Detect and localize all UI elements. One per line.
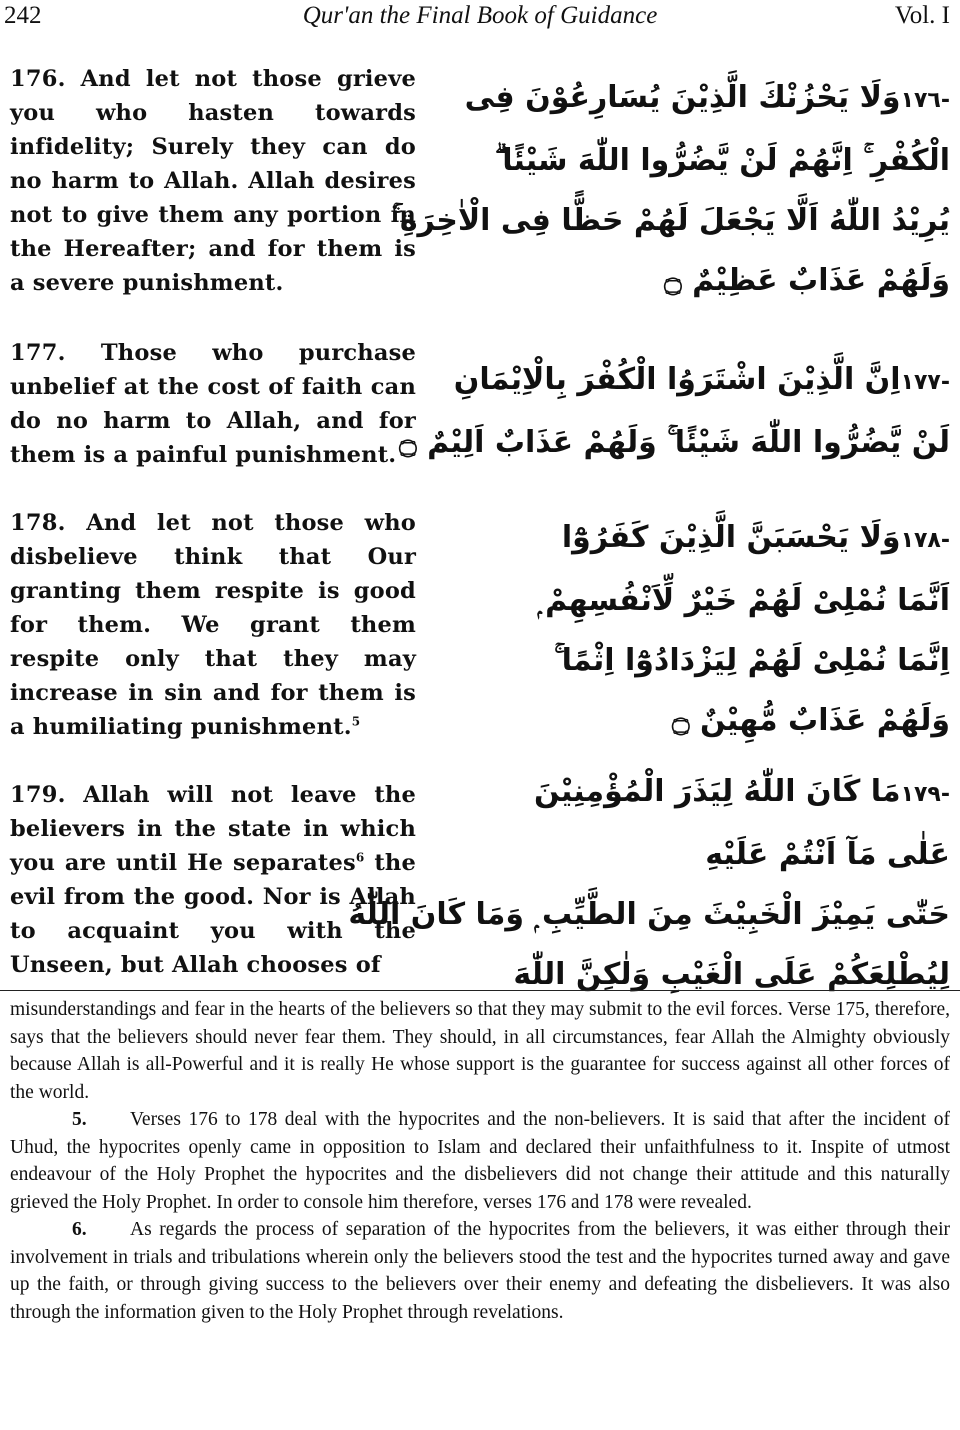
verse-number-arabic: -١٧٧ — [900, 370, 950, 395]
verse-number-arabic: -١٧٩ — [900, 782, 950, 807]
arabic-line: اِنَّمَا نُمْلِىْ لَهُمْ لِيَزْدَادُوْٓا اِثْمًا ۚ — [554, 643, 950, 678]
verse-178-translation: 178. And let not those who disbelieve think that Our granting them respite is good for them. We grant them respite only that they may increase in sin and for them is a humiliating punishment.$^5$ — [10, 510, 416, 740]
verse-176-arabic — [392, 68, 950, 311]
verse-176-translation: 176. And let not those grieve you who hasten towards infidelity; Surely they can do no harm to Allah. Allah desires not to give them any portion in the Hereafter; and for them is a severe punishment. — [10, 66, 416, 296]
footnote-text: As regards the process of separation of the hypocrites from the believers, it was either through their involvement in trials and tribulations wherein only the believers stood the test and the hypocrites turned away and gave up the faith, or through giving success to the believers over their enemy and defeating the disbelievers. It was also through the information given to the Holy Prophet through revelations. — [10, 1219, 950, 1323]
arabic-line: -١٧٨وَلَا يَحْسَبَنَّ الَّذِيْنَ كَفَرُوْٓا — [561, 520, 950, 555]
verse-177-arabic — [399, 350, 950, 473]
volume-label: Vol. I — [894, 2, 950, 29]
arabic-line: وَلَهُمْ عَذَابٌ عَظِيْمٌ ۝ — [664, 263, 950, 298]
page-header — [0, 0, 960, 36]
arabic-line: -١٧٩مَا كَانَ اللّٰهُ لِيَذَرَ الْمُؤْمِنِيْنَ — [534, 774, 950, 809]
arabic-line: وَلَهُمْ عَذَابٌ مُّهِيْنٌ ۝ — [671, 703, 950, 738]
arabic-line: -١٧٧اِنَّ الَّذِيْنَ اشْتَرَوُا الْكُفْرَ بِالْاِيْمَانِ — [453, 362, 950, 397]
verse-177-translation: 177. Those who purchase unbelief at the cost of faith can do no harm to Allah, and for them is a painful punishment. — [10, 340, 416, 468]
footnote-6 — [10, 1216, 950, 1326]
arabic-line: حَتّٰى يَمِيْزَ الْخَبِيْثَ مِنَ الطَّيِّبِ ۭ وَمَا كَانَ اللّٰهُ — [348, 897, 950, 932]
verse-178-arabic — [440, 508, 950, 751]
arabic-line: يُرِيْدُ اللّٰهُ اَلَّا يَجْعَلَ لَهُمْ حَظًّا فِى الْاٰخِرَةِ ۚ — [392, 203, 950, 238]
verse-number-arabic: -١٧٦ — [900, 88, 950, 113]
arabic-line: اَنَّمَا نُمْلِىْ لَهُمْ خَيْرٌ لِّاَنْفُسِهِمْ ۭ — [537, 583, 950, 618]
footnote-continuation: misunderstandings and fear in the hearts of the believers so that they may submit to the evil forces. Verse 175, therefore, says that the believers should never fear them. They should, in all circumstances, fear Allah the Almighty obviously because Allah is all-Powerful and it is really He whose support is the guarantee for success against all other forces of the world. — [10, 999, 950, 1103]
arabic-line: لِيُطْلِعَكُمْ عَلَى الْغَيْبِ وَلٰكِنَّ اللّٰهَ — [513, 957, 950, 992]
footnote-divider — [0, 990, 960, 991]
arabic-line: الْكُفْرِ ۚ اِنَّهُمْ لَنْ يَّضُرُّوا اللّٰهَ شَيْئًا ۗ — [494, 143, 950, 178]
verse-179-arabic — [348, 762, 950, 1005]
footnote-5 — [10, 1106, 950, 1216]
footnote-number: 5. — [72, 1109, 87, 1130]
book-title: Qur'an the Final Book of Guidance — [302, 2, 658, 29]
arabic-line: عَلٰى مَآ اَنْتُمْ عَلَيْهِ — [705, 837, 950, 872]
footnote-ref-5[interactable]: 5 — [351, 714, 361, 729]
footnote-number: 6. — [72, 1219, 87, 1240]
arabic-line: لَنْ يَّضُرُّوا اللّٰهَ شَيْئًا ۚ وَلَهُمْ عَذَابٌ اَلِيْمٌ ۝ — [399, 425, 950, 460]
verse-179-translation: 179. Allah will not leave the believers in the state in which you are until He separates$^6$ the evil from the good. Nor is Allah to acquaint you with the Unseen, but Allah chooses of — [10, 782, 416, 978]
arabic-line: -١٧٦وَلَا يَحْزُنْكَ الَّذِيْنَ يُسَارِعُوْنَ فِى — [464, 80, 950, 115]
footnote-ref-6[interactable]: 6 — [355, 850, 365, 865]
verse-number-arabic: -١٧٨ — [900, 528, 950, 553]
footnotes-section — [10, 996, 950, 1326]
page-number: 242 — [4, 2, 42, 29]
footnote-text: Verses 176 to 178 deal with the hypocrites and the non-believers. It is said that after the incident of Uhud, the hypocrites openly came in opposition to Islam and declared their unfaithfulness to it. Inspite of utmost endeavour of the Holy Prophet the hypocrites and the disbelievers did not change their attitude and this naturally grieved the Holy Prophet. In order to console him therefore, verses 176 and 178 were revealed. — [10, 1109, 950, 1213]
